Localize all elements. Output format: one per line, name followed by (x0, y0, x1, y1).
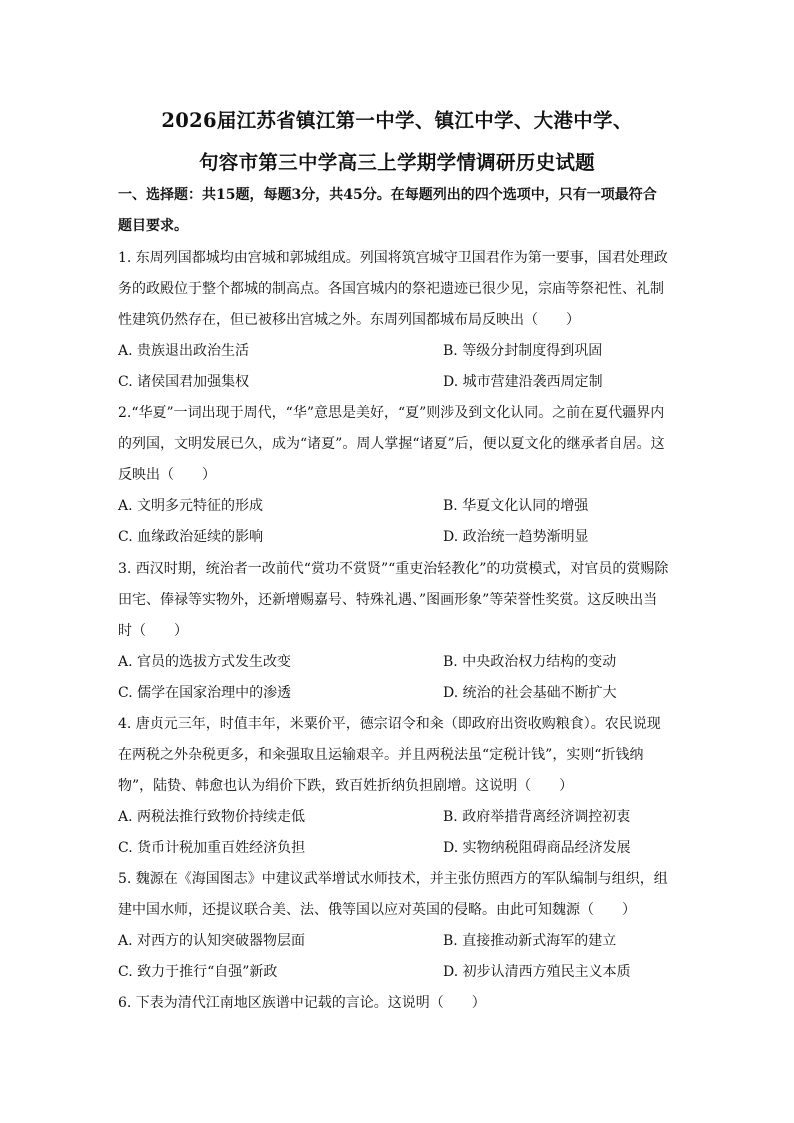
question-1-option-d[interactable]: D. 城市营建沿袭西周定制 (443, 374, 603, 390)
section-header-line-2: 题目要求。 (118, 218, 188, 234)
question-2-option-d[interactable]: D. 政治统一趋势渐明显 (443, 529, 589, 545)
question-6-line-1: 6. 下表为清代江南地区族谱中记载的言论。这说明（ ） (118, 995, 486, 1011)
question-4-option-b[interactable]: B. 政府举措背离经济调控初衷 (443, 809, 631, 825)
question-3-option-c[interactable]: C. 儒学在国家治理中的渗透 (118, 685, 292, 701)
question-5-line-1: 5. 魏源在《海国图志》中建议武举增试水师技术，并主张仿照西方的军队编制与组织，组 (118, 871, 668, 887)
question-1-option-a[interactable]: A. 贵族退出政治生活 (118, 343, 250, 359)
question-4-option-d[interactable]: D. 实物纳税阻碍商品经济发展 (443, 840, 631, 856)
question-1-option-b[interactable]: B. 等级分封制度得到巩固 (443, 343, 603, 359)
question-3-option-d[interactable]: D. 统治的社会基础不断扩大 (443, 685, 617, 701)
question-5-option-b[interactable]: B. 直接推动新式海军的建立 (443, 933, 617, 949)
question-1-line-3: 性建筑仍然存在，但已被移出宫城之外。东周列国都城布局反映出（ ） (118, 312, 580, 328)
question-2-line-1: 2.“华夏”一词出现于周代，“华”意思是美好，“夏”则涉及到文化认同。之前在夏代疆界内 (118, 405, 665, 421)
question-3-option-a[interactable]: A. 官员的选拔方式发生改变 (118, 654, 292, 670)
question-2-line-2: 的列国，文明发展已久，成为“诸夏”。周人掌握“诸夏”后，便以夏文化的继承者自居。这 (118, 436, 665, 452)
question-5-option-d[interactable]: D. 初步认清西方殖民主义本质 (443, 964, 631, 980)
question-3-line-1: 3. 西汉时期，统治者一改前代“赏功不赏贤”“重吏治轻教化”的功赏模式，对官员的赏赐除 (118, 561, 669, 577)
section-header-line-1: 一、选择题：共15题，每题3分，共45分。在每题列出的四个选项中，只有一项最符合 (118, 187, 657, 203)
exam-title-line-1: 2026届江苏省镇江第一中学、镇江中学、大港中学、 (161, 109, 633, 132)
question-5-option-a[interactable]: A. 对西方的认知突破器物层面 (118, 933, 306, 949)
question-1-line-1: 1. 东周列国都城均由宫城和郭城组成。列国将筑宫城守卫国君作为第一要事，国君处理政 (118, 250, 668, 266)
question-4-line-1: 4. 唐贞元三年，时值丰年，米粟价平，德宗诏令和籴（即政府出资收购粮食）。农民说现 (118, 716, 661, 732)
question-4-line-2: 在两税之外杂税更多，和籴强取且运输艰辛。并且两税法虽“定税计钱”，实则“折钱纳 (118, 747, 644, 763)
question-2-line-3: 反映出（ ） (118, 467, 216, 483)
question-2-option-b[interactable]: B. 华夏文化认同的增强 (443, 498, 589, 514)
question-4-option-a[interactable]: A. 两税法推行致物价持续走低 (118, 809, 306, 825)
question-3-option-b[interactable]: B. 中央政治权力结构的变动 (443, 654, 617, 670)
exam-title-line-2: 句容市第三中学高三上学期学情调研历史试题 (198, 151, 595, 174)
question-5-option-c[interactable]: C. 致力于推行“自强”新政 (118, 964, 278, 980)
question-1-option-c[interactable]: C. 诸侯国君加强集权 (118, 374, 250, 390)
question-1-line-2: 务的政殿位于整个都城的制高点。各国宫城内的祭祀遗迹已很少见，宗庙等祭祀性、礼制 (118, 281, 664, 297)
question-4-option-c[interactable]: C. 货币计税加重百姓经济负担 (118, 840, 306, 856)
question-2-option-a[interactable]: A. 文明多元特征的形成 (118, 498, 264, 514)
question-5-line-2: 建中国水师，还提议联合美、法、俄等国以应对英国的侵略。由此可知魏源（ ） (118, 902, 636, 918)
question-3-line-2: 田宅、俸禄等实物外，还新增赐嘉号、特殊礼遇、”图画形象”等荣誉性奖赏。这反映出当 (118, 592, 658, 608)
question-2-option-c[interactable]: C. 血缘政治延续的影响 (118, 529, 264, 545)
question-4-line-3: 物”，陆贽、韩愈也认为绢价下跌，致百姓折纳负担剧增。这说明（ ） (118, 778, 574, 794)
question-3-line-3: 时（ ） (118, 623, 188, 639)
